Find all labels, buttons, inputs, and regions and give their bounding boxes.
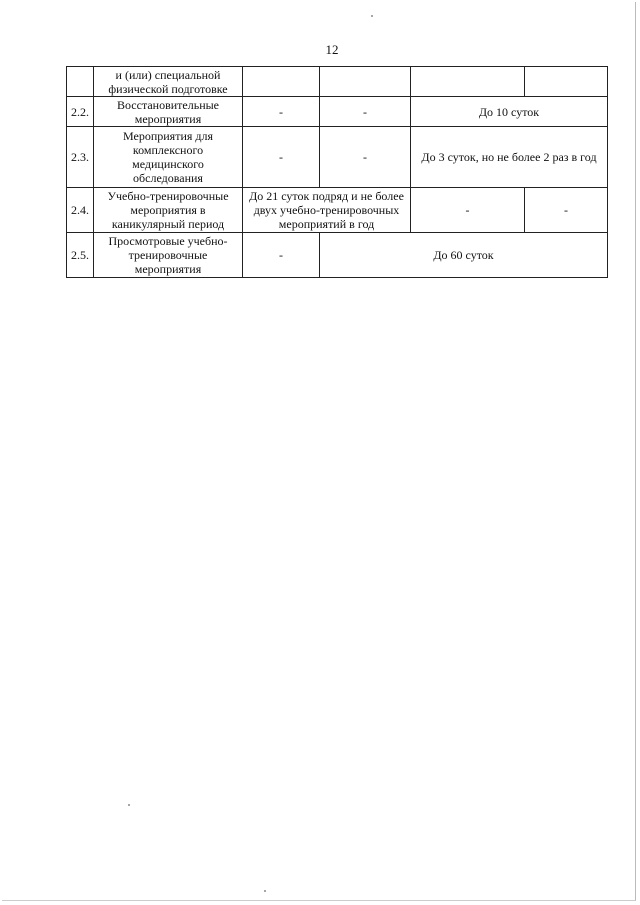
row-number [67, 67, 94, 97]
event-name: Учебно-тренировочные мероприятия в каникулярный период [94, 188, 243, 233]
table-cell: До 21 суток подряд и не более двух учебно-тренировочных мероприятий в год [243, 188, 411, 233]
table-cell [525, 67, 608, 97]
table-cell [243, 67, 320, 97]
scan-speck [128, 804, 130, 806]
events-table [66, 66, 608, 278]
event-name: и (или) специальной физической подготовке [94, 67, 243, 97]
scan-speck [371, 15, 373, 17]
page-number: 12 [325, 42, 339, 57]
row-number: 2.2. [67, 97, 94, 127]
table-cell: До 10 суток [411, 97, 608, 127]
table-cell: - [320, 97, 411, 127]
table-row [67, 233, 608, 278]
table-row [67, 67, 608, 97]
table-row [67, 127, 608, 188]
table-cell: - [411, 188, 525, 233]
event-name: Просмотровые учебно-тренировочные мероприятия [94, 233, 243, 278]
table-row [67, 97, 608, 127]
table-cell: До 3 суток, но не более 2 раз в год [411, 127, 608, 188]
event-name: Мероприятия для комплексного медицинского обследования [94, 127, 243, 188]
row-number: 2.4. [67, 188, 94, 233]
table-cell: До 60 суток [320, 233, 608, 278]
scan-speck [264, 890, 266, 892]
table-cell: - [243, 233, 320, 278]
table-cell [320, 67, 411, 97]
row-number: 2.3. [67, 127, 94, 188]
row-number: 2.5. [67, 233, 94, 278]
event-name: Восстановительные мероприятия [94, 97, 243, 127]
table-row [67, 188, 608, 233]
table-cell: - [243, 127, 320, 188]
table-cell: - [525, 188, 608, 233]
table-cell: - [243, 97, 320, 127]
table-cell: - [320, 127, 411, 188]
table-cell [411, 67, 525, 97]
